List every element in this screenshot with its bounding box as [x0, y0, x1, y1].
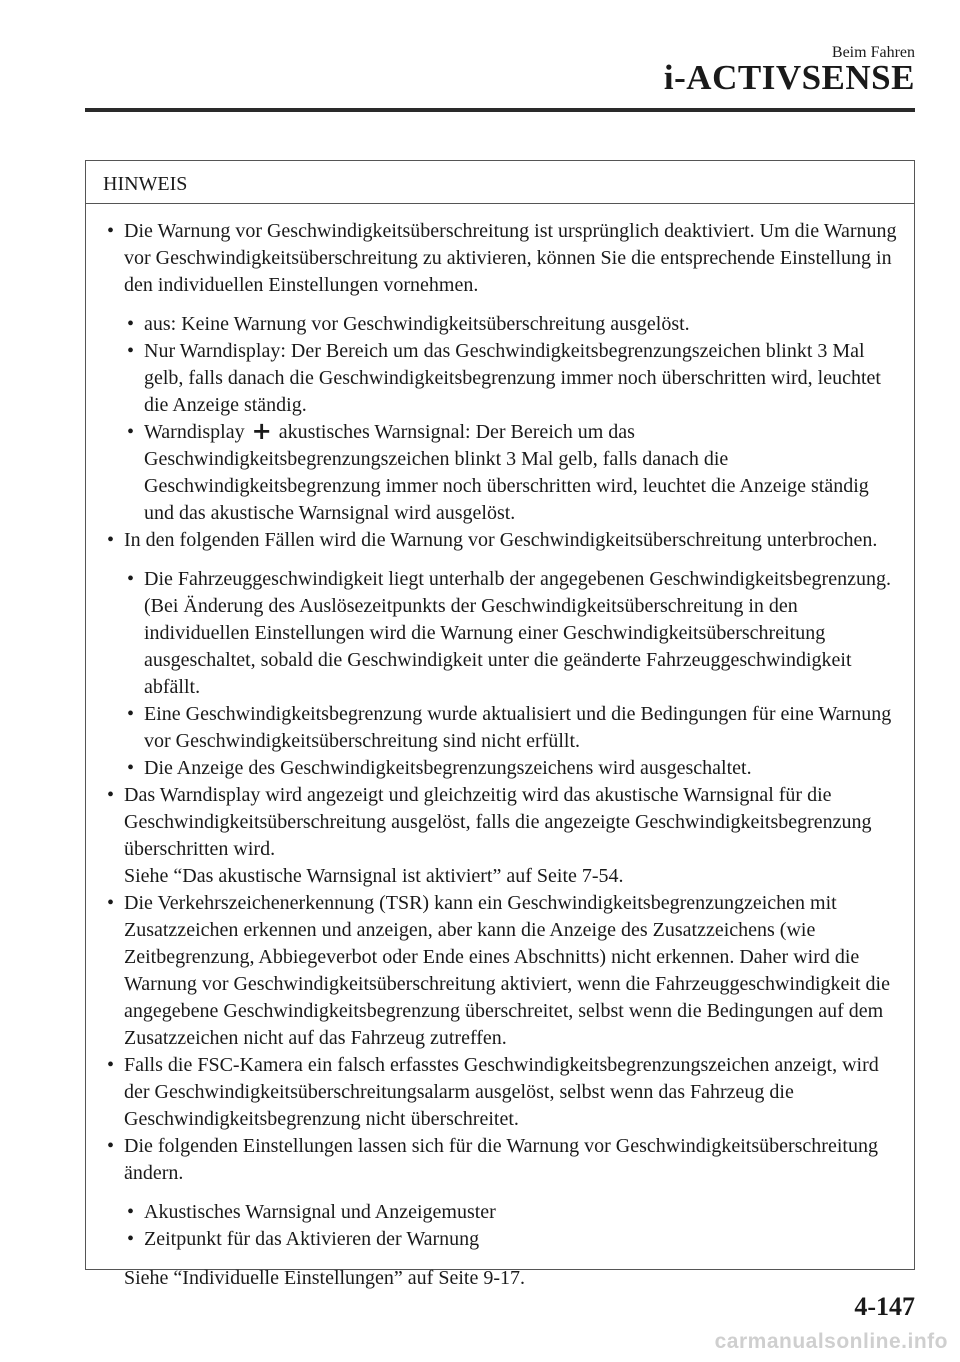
bullet: • — [127, 568, 135, 590]
sub-item-text: Zeitpunkt für das Aktivieren der Warnung — [144, 1228, 480, 1250]
sub-item-text: Eine Geschwindigkeitsbegrenzung wurde aktualisiert und die Bedingungen für eine Warnung vor Geschwindigkeitsüberschreitung sind nicht erfüllt. — [144, 703, 892, 752]
sub-item-text: Nur Warndisplay: Der Bereich um das Geschwindigkeitsbegrenzungszeichen blinkt 3 Mal gelb, falls danach die Geschwindigkeitsbegrenzung immer noch überschritten wird, leuchtet die Anzeige ständig. — [144, 340, 881, 416]
chapter-title: i-ACTIVSENSE — [663, 58, 915, 97]
note-item — [107, 1133, 900, 1187]
note-item — [107, 782, 900, 863]
note-item — [107, 1052, 900, 1133]
bullet: • — [127, 1228, 135, 1250]
watermark: carmanualsonline.info — [714, 1330, 948, 1353]
bullet: • — [127, 340, 135, 362]
note-item-text: Die Verkehrszeichenerkennung (TSR) kann ein Geschwindigkeitsbegrenzungzeichen mit Zusatzzeichen erkennen und anzeigen, aber kann die Anzeige des Zusatzzeichens (wie Zeitbegrenzung, Abbiegeverbot oder Ende eines Abschnitts) nicht erkennen. Daher wird die Warnung vor Geschwindigkeitsüberschreitung aktiviert, wenn die Fahrzeuggeschwindigkeit die angegebene Geschwindigkeitsbegrenzung überschreitet, selbst wenn die Bedingungen auf dem Zusatzzeichen nicht auf das Fahrzeug zutreffen. — [124, 892, 890, 1049]
sub-item-text: akustisches Warnsignal: Der Bereich um das Geschwindigkeitsbegrenzungszeichen blinkt 3 Mal gelb, falls danach die Geschwindigkeitsbegrenzung immer noch überschritten wird, leuchtet die Anzeige ständig und das akustische Warnsignal wird ausgelöst. — [144, 421, 869, 524]
sub-list — [127, 1199, 900, 1253]
bullet: • — [107, 220, 115, 242]
note-item-text: Die folgenden Einstellungen lassen sich für die Warnung vor Geschwindigkeitsüberschreitung ändern. — [124, 1135, 878, 1184]
sub-item — [127, 1199, 900, 1226]
page-number: 4-147 — [854, 1292, 915, 1321]
sub-list — [127, 566, 900, 782]
header-rule — [85, 108, 915, 112]
sub-item — [127, 1226, 900, 1253]
bullet: • — [107, 892, 115, 914]
sub-item — [127, 417, 900, 527]
sub-item — [127, 311, 900, 338]
note-item-text: In den folgenden Fällen wird die Warnung vor Geschwindigkeitsüberschreitung unterbrochen. — [124, 529, 878, 551]
sub-item — [127, 566, 900, 701]
bullet: • — [127, 313, 135, 335]
bullet: • — [127, 757, 135, 779]
bullet: • — [107, 1135, 115, 1157]
sub-item-text: Warndisplay — [144, 421, 245, 443]
bullet: • — [107, 529, 115, 551]
section-name: Beim Fahren — [831, 44, 915, 61]
plus-icon: + — [251, 417, 272, 445]
note-item — [107, 218, 900, 299]
page-reference: Siehe “Individuelle Einstellungen” auf Seite 9-17. — [124, 1267, 525, 1289]
note-item — [107, 527, 900, 554]
note-item-text: Das Warndisplay wird angezeigt und gleichzeitig wird das akustische Warnsignal für die Geschwindigkeitsüberschreitung ausgelöst, falls die angezeigte Geschwindigkeitsbegrenzung überschritten wird. — [124, 784, 872, 860]
sub-item — [127, 755, 900, 782]
bullet: • — [127, 421, 135, 443]
note-item-text: Die Warnung vor Geschwindigkeitsüberschreitung ist ursprünglich deaktiviert. Um die Warnung vor Geschwindigkeitsüberschreitung zu aktivieren, können Sie die entsprechende Einstellung in den individuellen Einstellungen vornehmen. — [124, 220, 897, 296]
sub-item — [127, 701, 900, 755]
note-item-text: Falls die FSC-Kamera ein falsch erfasstes Geschwindigkeitsbegrenzungszeichen anzeigt, wird der Geschwindigkeitsüberschreitungsalarm ausgelöst, selbst wenn das Fahrzeug die Geschwindigkeitsbegrenzung nicht überschreitet. — [124, 1054, 879, 1130]
bullet: • — [127, 703, 135, 725]
sub-item-text: Die Fahrzeuggeschwindigkeit liegt unterhalb der angegebenen Geschwindigkeitsbegrenzung. (Bei Änderung des Auslösezeitpunkts der Geschwindigkeitsüberschreitung in den individuellen Einstellungen wird die Warnung einer Geschwindigkeitsüberschreitung ausgeschaltet, sobald die Geschwindigkeit unter die geänderte Fahrzeuggeschwindigkeit abfällt. — [144, 568, 891, 698]
bullet: • — [107, 1054, 115, 1076]
sub-list — [127, 311, 900, 527]
bullet: • — [107, 784, 115, 806]
sub-item-text: aus: Keine Warnung vor Geschwindigkeitsüberschreitung ausgelöst. — [144, 313, 690, 335]
note-item — [107, 890, 900, 1052]
note-box — [85, 160, 915, 1289]
sub-item — [127, 338, 900, 419]
sub-item-text: Die Anzeige des Geschwindigkeitsbegrenzungszeichens wird ausgeschaltet. — [144, 757, 752, 779]
page-reference: Siehe “Das akustische Warnsignal ist aktiviert” auf Seite 7-54. — [124, 865, 624, 887]
note-heading: HINWEIS — [86, 161, 914, 204]
bullet: • — [127, 1201, 135, 1223]
sub-item-text: Akustisches Warnsignal und Anzeigemuster — [144, 1201, 496, 1223]
note-body — [86, 204, 914, 1292]
